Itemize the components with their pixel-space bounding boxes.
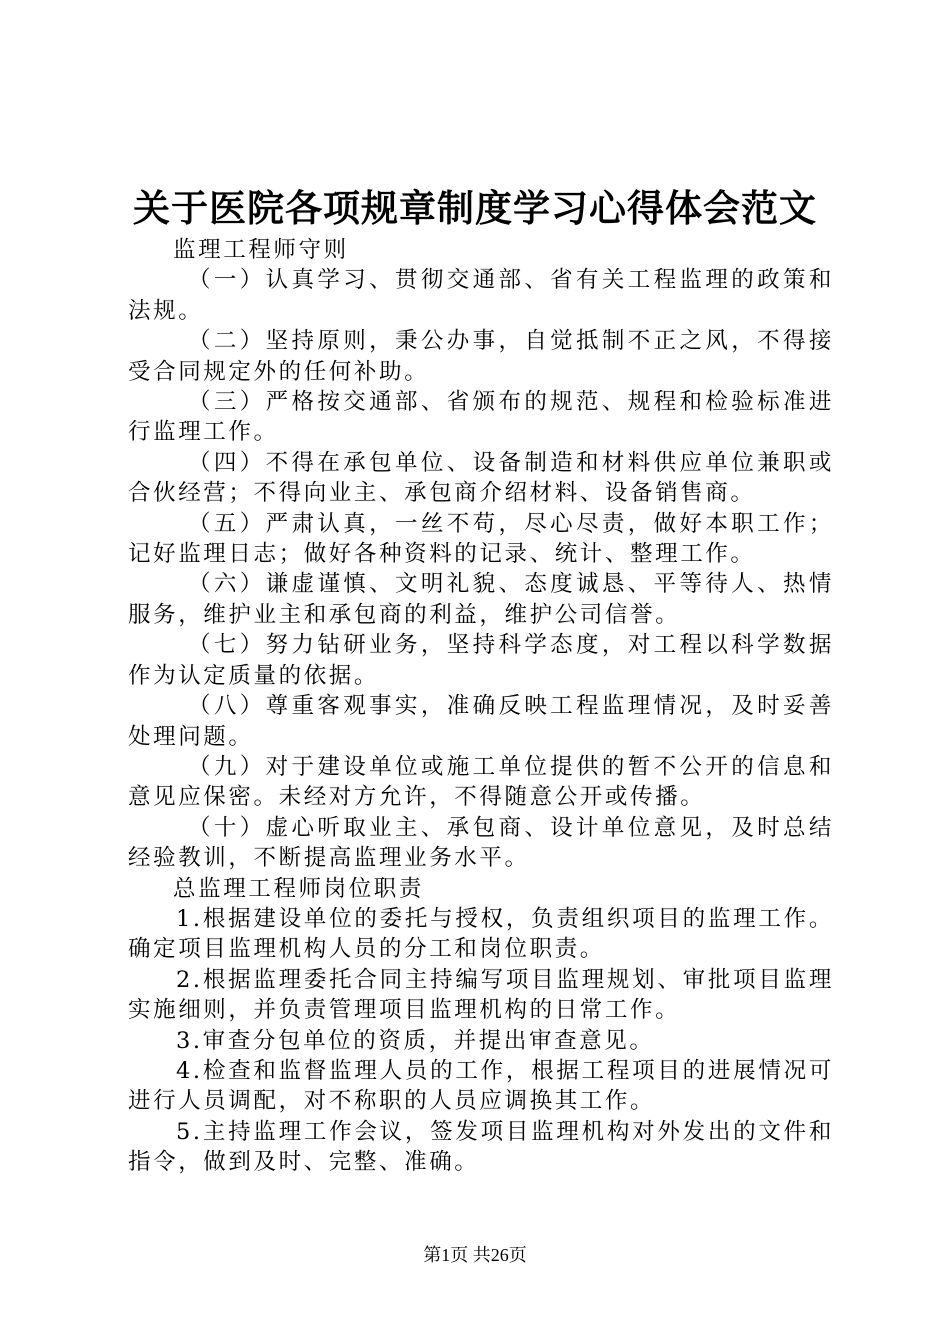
paragraph: （五）严肃认真，一丝不苟，尽心尽责，做好本职工作；记好监理日志；做好各种资料的记录、统计、整理工作。 <box>128 510 834 568</box>
paragraph: （一）认真学习、贯彻交通部、省有关工程监理的政策和法规。 <box>128 267 834 324</box>
paragraph: （十）虚心听取业主、承包商、设计单位意见，及时总结经验教训，不断提高监理业务水平。 <box>128 814 834 872</box>
paragraph: （七）努力钻研业务，坚持科学态度，对工程以科学数据作为认定质量的依据。 <box>128 632 834 689</box>
paragraph: （八）尊重客观事实，准确反映工程监理情况，及时妥善处理问题。 <box>128 693 834 750</box>
section-heading: 监理工程师守则 <box>173 237 349 263</box>
paragraph: 5.主持监理工作会议，签发项目监理机构对外发出的文件和指令，做到及时、完整、准确。 <box>128 1118 834 1176</box>
paragraph: （九）对于建设单位或施工单位提供的暂不公开的信息和意见应保密。未经对方允许，不得随意公开或传播。 <box>128 753 834 811</box>
paragraph: （六）谦虚谨慎、文明礼貌、态度诚恳、平等待人、热情服务，维护业主和承包商的利益，维护公司信誉。 <box>128 571 834 628</box>
paragraph: （四）不得在承包单位、设备制造和材料供应单位兼职或合伙经营；不得向业主、承包商介绍材料、设备销售商。 <box>128 449 834 507</box>
paragraph: 3.审查分包单位的资质，并提出审查意见。 <box>176 1027 655 1054</box>
document-body <box>128 235 834 1178</box>
paragraph: 2.根据监理委托合同主持编写项目监理规划、审批项目监理实施细则，并负责管理项目监理机构的日常工作。 <box>128 966 834 1024</box>
document-title: 关于医院各项规章制度学习心得体会范文 <box>133 186 817 230</box>
paragraph: （二）坚持原则，秉公办事，自觉抵制不正之风，不得接受合同规定外的任何补助。 <box>128 328 834 385</box>
paragraph: 1.根据建设单位的委托与授权，负责组织项目的监理工作。确定项目监理机构人员的分工和岗位职责。 <box>128 905 834 963</box>
paragraph: 4.检查和监督监理人员的工作，根据工程项目的进展情况可进行人员调配，对不称职的人员应调换其工作。 <box>128 1057 834 1115</box>
paragraph: （三）严格按交通部、省颁布的规范、规程和检验标准进行监理工作。 <box>128 389 834 446</box>
page-number: 第1页 共26页 <box>423 1245 527 1265</box>
section-heading: 总监理工程师岗位职责 <box>173 875 425 902</box>
